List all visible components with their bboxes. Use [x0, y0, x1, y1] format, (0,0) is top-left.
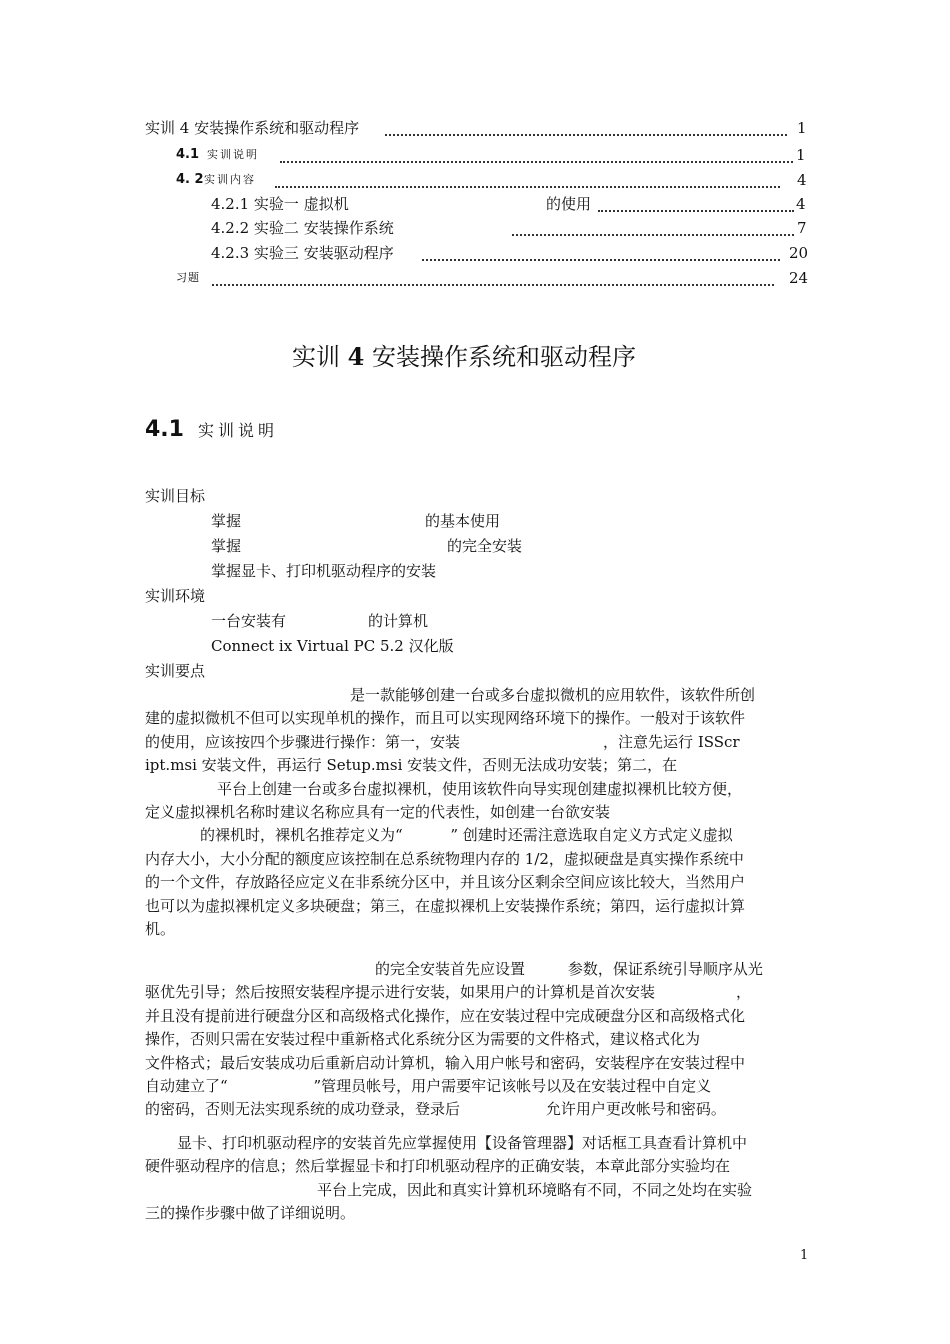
- paragraph-line: 的使用，应该按四个步骤进行操作：第一，安装 ，注意先运行 ISScr: [145, 732, 740, 751]
- env-item: Connect ix Virtual PC 5.2 汉化版: [211, 637, 454, 655]
- toc-entry-label[interactable]: 4.2.1 实验一 虚拟机: [211, 195, 349, 213]
- goal-item: 掌握显卡、打印机驱动程序的安装: [211, 562, 437, 580]
- toc-leader: [212, 270, 774, 286]
- paragraph-line: 机。: [145, 920, 176, 939]
- toc-entry-page: 7: [797, 219, 807, 237]
- toc-entry-page: 1: [796, 146, 806, 164]
- toc-leader: [280, 147, 793, 163]
- paragraph-1: [145, 684, 808, 941]
- toc-leader: [385, 120, 787, 136]
- goal-item: 掌握: [211, 512, 242, 530]
- paragraph-line: 三的操作步骤中做了详细说明。: [145, 1204, 356, 1223]
- toc-leader: [598, 196, 794, 212]
- toc-entry-label[interactable]: 实训内容: [204, 173, 256, 186]
- page-number: 1: [800, 1248, 809, 1263]
- toc-entry-page: 24: [789, 269, 809, 287]
- toc-leader: [422, 245, 780, 261]
- points-heading: 实训要点: [145, 662, 206, 680]
- paragraph-line: 平台上创建一台或多台虚拟裸机，使用该软件向导实现创建虚拟裸机比较方便，: [217, 779, 743, 798]
- toc-leader: [275, 172, 780, 188]
- goal-item: 的完全安装: [447, 537, 523, 555]
- paragraph-line: 平台上完成，因此和真实计算机环境略有不同，不同之处均在实验: [317, 1180, 753, 1199]
- toc-leader: [512, 220, 794, 236]
- paragraph-line: 的完全安装首先应设置 参数，保证系统引导顺序从光: [375, 960, 763, 978]
- chapter-title-prefix: 实训: [292, 343, 348, 371]
- goal-item: 掌握: [211, 537, 242, 555]
- toc-entry-label[interactable]: 实训说明: [207, 148, 259, 161]
- paragraph-line: 文件格式；最后安装成功后重新启动计算机，输入用户帐号和密码，安装程序在安装过程中: [145, 1053, 746, 1072]
- toc-entry-label[interactable]: 4.2.2 实验二 安装操作系统: [211, 219, 394, 237]
- paragraph-line: 显卡、打印机驱动程序的安装首先应掌握使用【设备管理器】对话框工具查看计算机中: [177, 1134, 748, 1152]
- chapter-title-num: 4: [347, 342, 365, 371]
- goals-heading: 实训目标: [145, 487, 206, 505]
- paragraph-line: ipt.msi 安装文件，再运行 Setup.msi 安装文件，否则无法成功安装；第二，在: [145, 756, 678, 775]
- toc-entry-label[interactable]: 习题: [176, 271, 200, 284]
- toc-entry-page: 4: [796, 195, 806, 213]
- section-title: 实训说明: [197, 421, 278, 440]
- paragraph-line: 操作，否则只需在安装过程中重新格式化系统分区为需要的文件格式，建议格式化为: [145, 1030, 701, 1049]
- toc-entry-label[interactable]: 实训 4 安装操作系统和驱动程序: [145, 119, 360, 137]
- env-item: 一台安装有: [211, 612, 287, 630]
- paragraph-line: 也可以为虚拟裸机定义多块硬盘；第三，在虚拟裸机上安装操作系统；第四，运行虚拟计算: [145, 896, 746, 915]
- goal-item: 的基本使用: [425, 512, 501, 530]
- toc-entry-page: 20: [789, 244, 809, 262]
- section-num: 4.1: [145, 417, 184, 442]
- paragraph-line: 硬件驱动程序的信息；然后掌握显卡和打印机驱动程序的正确安装，本章此部分实验均在: [145, 1157, 731, 1176]
- paragraph-line: 自动建立了“ ”管理员帐号，用户需要牢记该帐号以及在安装过程中自定义: [145, 1077, 712, 1096]
- paragraph-line: 的裸机时，裸机名推荐定义为“ ” 创建时还需注意选取自定义方式定义虚拟: [200, 826, 733, 845]
- paragraph-line: 是一款能够创建一台或多台虚拟微机的应用软件，该软件所创: [350, 686, 756, 704]
- toc-entry-label[interactable]: 4.2.3 实验三 安装驱动程序: [211, 244, 394, 262]
- toc-entry-label[interactable]: 的使用: [546, 195, 592, 213]
- chapter-title: [292, 342, 636, 372]
- paragraph-line: 定义虚拟裸机名称时建议名称应具有一定的代表性，如创建一台欲安装: [145, 803, 611, 822]
- paragraph-line: 并且没有提前进行硬盘分区和高级格式化操作，应在安装过程中完成硬盘分区和高级格式化: [145, 1006, 746, 1025]
- env-heading: 实训环境: [145, 587, 206, 605]
- env-item: 的计算机: [368, 612, 429, 630]
- paragraph-line: 的一个文件，存放路径应定义在非系统分区中，并且该分区剩余空间应该比较大，当然用户: [145, 873, 746, 892]
- toc-entry-num[interactable]: 4.1: [176, 147, 200, 162]
- toc-entry-num[interactable]: 4. 2: [176, 172, 204, 187]
- paragraph-3: [145, 1132, 808, 1226]
- toc-entry-page: 4: [797, 171, 807, 189]
- paragraph-line: 建的虚拟微机不但可以实现单机的操作，而且可以实现网络环境下的操作。一般对于该软件: [145, 709, 746, 728]
- chapter-title-text: 安装操作系统和驱动程序: [364, 343, 636, 371]
- paragraph-line: 的密码，否则无法实现系统的成功登录，登录后 允许用户更改帐号和密码。: [145, 1100, 726, 1119]
- section-heading: [145, 416, 278, 445]
- toc-entry-page: 1: [797, 119, 807, 137]
- paragraph-2: [145, 958, 808, 1122]
- paragraph-line: 驱优先引导；然后按照安装程序提示进行安装，如果用户的计算机是首次安装 ，: [145, 983, 752, 1002]
- paragraph-line: 内存大小，大小分配的额度应该控制在总系统物理内存的 1/2，虚拟硬盘是真实操作系统中: [145, 849, 744, 868]
